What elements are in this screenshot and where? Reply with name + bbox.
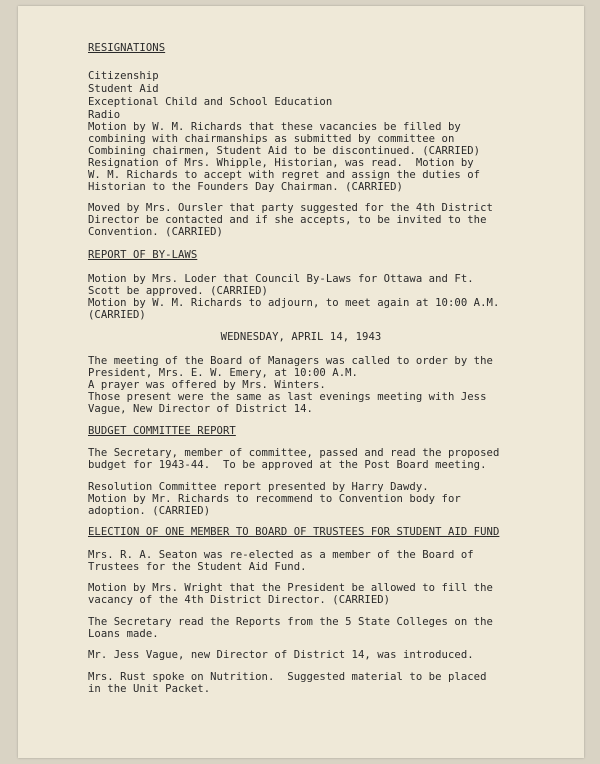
text-line: combining with chairmanships as submitted by committee on [88,133,455,145]
text-line: Vague, New Director of District 14. [88,403,313,415]
text-line: Motion by W. M. Richards to adjourn, to meet again at 10:00 A.M. [88,297,500,309]
text-line: Moved by Mrs. Oursler that party suggested for the 4th District [88,202,493,214]
typed-page [18,6,584,758]
text-line: W. M. Richards to accept with regret and assign the duties of [88,169,481,181]
heading-election: ELECTION OF ONE MEMBER TO BOARD OF TRUSTEES FOR STUDENT AID FUND [88,526,500,538]
text-line: Director be contacted and if she accepts, to be invited to the [88,214,487,226]
text-line: (CARRIED) [88,309,146,321]
heading-resignations: RESIGNATIONS [88,42,166,54]
text-line: Combining chairmen, Student Aid to be discontinued. (CARRIED) [88,145,481,157]
text-line: The meeting of the Board of Managers was called to order by the [88,355,493,367]
text-line: in the Unit Packet. [88,683,211,695]
text-line: Convention. (CARRIED) [88,226,223,238]
text-line: President, Mrs. E. W. Emery, at 10:00 A.M. [88,367,358,379]
text-line: Student Aid [88,83,159,95]
text-line: The Secretary, member of committee, passed and read the proposed [88,447,500,459]
text-line: Motion by Mrs. Wright that the President be allowed to fill the [88,582,493,594]
heading-by-laws: REPORT OF BY-LAWS [88,249,198,261]
text-line: vacancy of the 4th District Director. (CARRIED) [88,594,391,606]
text-line: Citizenship [88,70,159,82]
text-line: Resolution Committee report presented by Harry Dawdy. [88,481,429,493]
text-line: Motion by Mrs. Loder that Council By-Laws for Ottawa and Ft. [88,273,474,285]
text-line: Resignation of Mrs. Whipple, Historian, was read. Motion by [88,157,474,169]
text-line: Motion by Mr. Richards to recommend to Convention body for [88,493,461,505]
text-line: A prayer was offered by Mrs. Winters. [88,379,326,391]
text-line: Mrs. R. A. Seaton was re-elected as a member of the Board of [88,549,474,561]
text-line: Mrs. Rust spoke on Nutrition. Suggested material to be placed [88,671,487,683]
text-line: Trustees for the Student Aid Fund. [88,561,307,573]
text-line: Motion by W. M. Richards that these vacancies be filled by [88,121,461,133]
text-line: Scott be approved. (CARRIED) [88,285,268,297]
text-line: Exceptional Child and School Education [88,96,333,108]
text-line: Mr. Jess Vague, new Director of District 14, was introduced. [88,649,474,661]
date-heading: WEDNESDAY, APRIL 14, 1943 [220,331,382,343]
text-line: Radio [88,109,121,121]
text-line: adoption. (CARRIED) [88,505,211,517]
text-line: Those present were the same as last evenings meeting with Jess [88,391,487,403]
text-line: Loans made. [88,628,159,640]
text-line: The Secretary read the Reports from the 5 State Colleges on the [88,616,493,628]
text-line: budget for 1943-44. To be approved at the Post Board meeting. [88,459,487,471]
text-line: Historian to the Founders Day Chairman. (CARRIED) [88,181,403,193]
heading-budget-committee: BUDGET COMMITTEE REPORT [88,425,236,437]
